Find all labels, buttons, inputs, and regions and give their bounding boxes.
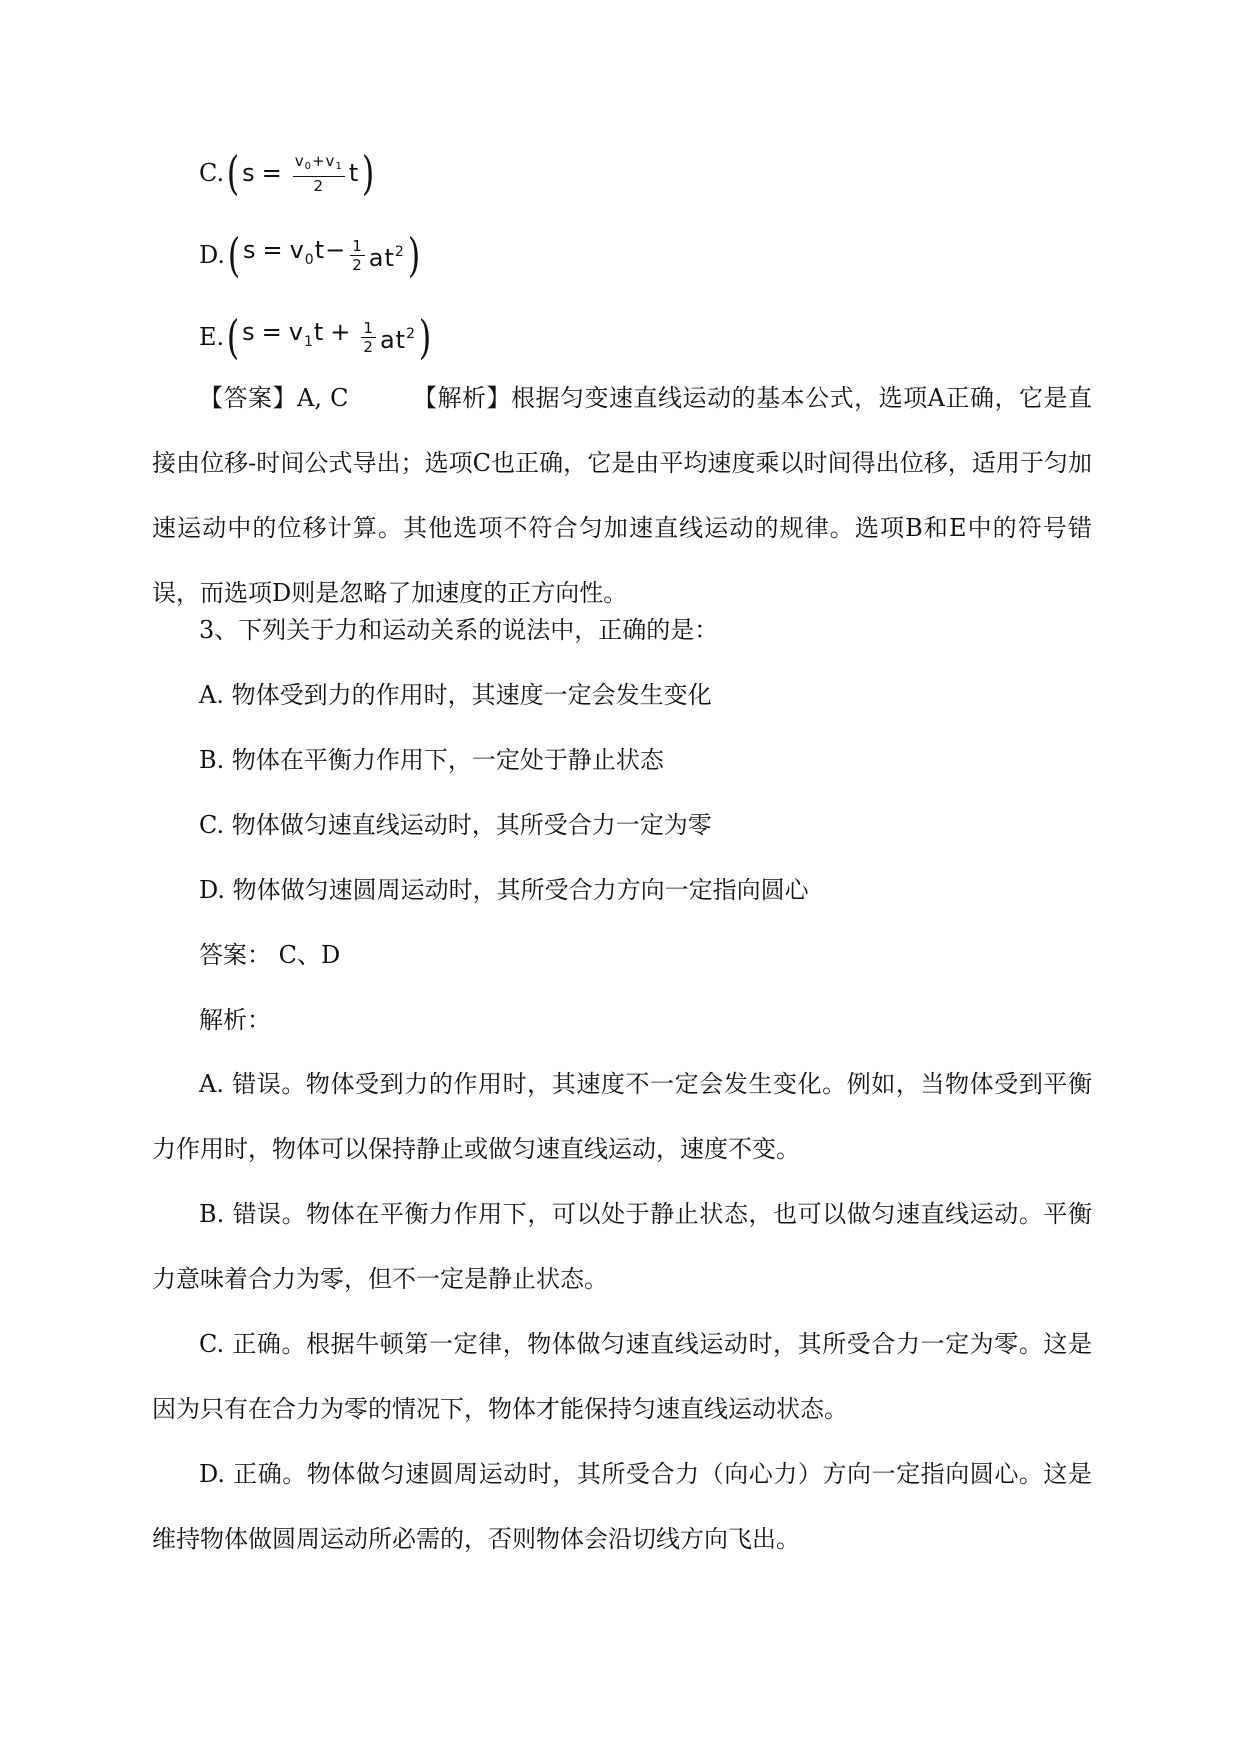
formula-body: $s = v_0t-$ xyxy=(242,236,347,268)
answer-paragraph xyxy=(152,366,1092,626)
q3-option-d: D. 物体做匀速圆周运动时，其所受合力方向一定指向圆心 xyxy=(199,876,809,904)
right-paren: ) xyxy=(418,310,432,364)
explanation-d: D. 正确。物体做匀速圆周运动时，其所受合力（向心力）方向一定指向圆心。这是维持物体做圆周运动所必需的，否则物体会沿切线方向飞出。 xyxy=(152,1460,1092,1553)
fraction: $\frac{1}{2}$ xyxy=(352,236,363,274)
explanation-b: B. 错误。物体在平衡力作用下，可以处于静止状态，也可以做匀速直线运动。平衡力意味着合力为零，但不一定是静止状态。 xyxy=(152,1200,1092,1293)
analysis-text: 【解析】根据匀变速直线运动的基本公式，选项A正确，它是直接由位移-时间公式导出；选项C也正确，它是由平均速度乘以时间得出位移，适用于匀加速运动中的位移计算。其他选项不符合匀加速直线运动的规律。选项B和E中的符号错误，而选项D则是忽略了加速度的正方向性。 xyxy=(152,384,1092,607)
question-3: 3、下列关于力和运动关系的说法中，正确的是： xyxy=(199,616,719,644)
explanation-c: C. 正确。根据牛顿第一定律，物体做匀速直线运动时，其所受合力一定为零。这是因为只有在合力为零的情况下，物体才能保持匀速直线运动状态。 xyxy=(152,1330,1092,1423)
left-paren: ( xyxy=(226,146,240,200)
fraction: $\frac{1}{2}$ xyxy=(363,318,374,356)
option-d-formula: D. ( $s = v_0t-$ $\frac{1}{2}$ $at^2$ ) xyxy=(199,228,421,282)
option-label: C. xyxy=(199,159,225,187)
q3-option-a: A. 物体受到力的作用时，其速度一定会发生变化 xyxy=(199,681,712,709)
left-paren: ( xyxy=(227,228,241,282)
q3-answer: 答案： C、D xyxy=(199,941,341,969)
formula-body: $s = v_1t$ + xyxy=(242,318,352,350)
option-c-formula: C. ( s = $\frac{v_0+v_1}{2}$ t ) xyxy=(199,146,375,200)
answer-label: 【答案】A, C xyxy=(199,384,349,412)
right-paren: ) xyxy=(407,228,421,282)
right-paren: ) xyxy=(361,146,375,200)
option-label: D. xyxy=(199,241,226,269)
left-paren: ( xyxy=(226,310,240,364)
option-label: E. xyxy=(199,323,225,351)
q3-analysis-label: 解析： xyxy=(199,1006,271,1034)
option-e-formula: E. ( $s = v_1t$ + $\frac{1}{2}$ $at^2$ ) xyxy=(199,310,432,364)
q3-option-c: C. 物体做匀速直线运动时，其所受合力一定为零 xyxy=(199,811,712,839)
formula-body: s = xyxy=(242,159,283,187)
q3-option-b: B. 物体在平衡力作用下，一定处于静止状态 xyxy=(199,746,664,774)
explanation-a: A. 错误。物体受到力的作用时，其速度不一定会发生变化。例如，当物体受到平衡力作用时，物体可以保持静止或做匀速直线运动，速度不变。 xyxy=(152,1070,1092,1163)
fraction: $\frac{v_0+v_1}{2}$ xyxy=(294,151,343,195)
